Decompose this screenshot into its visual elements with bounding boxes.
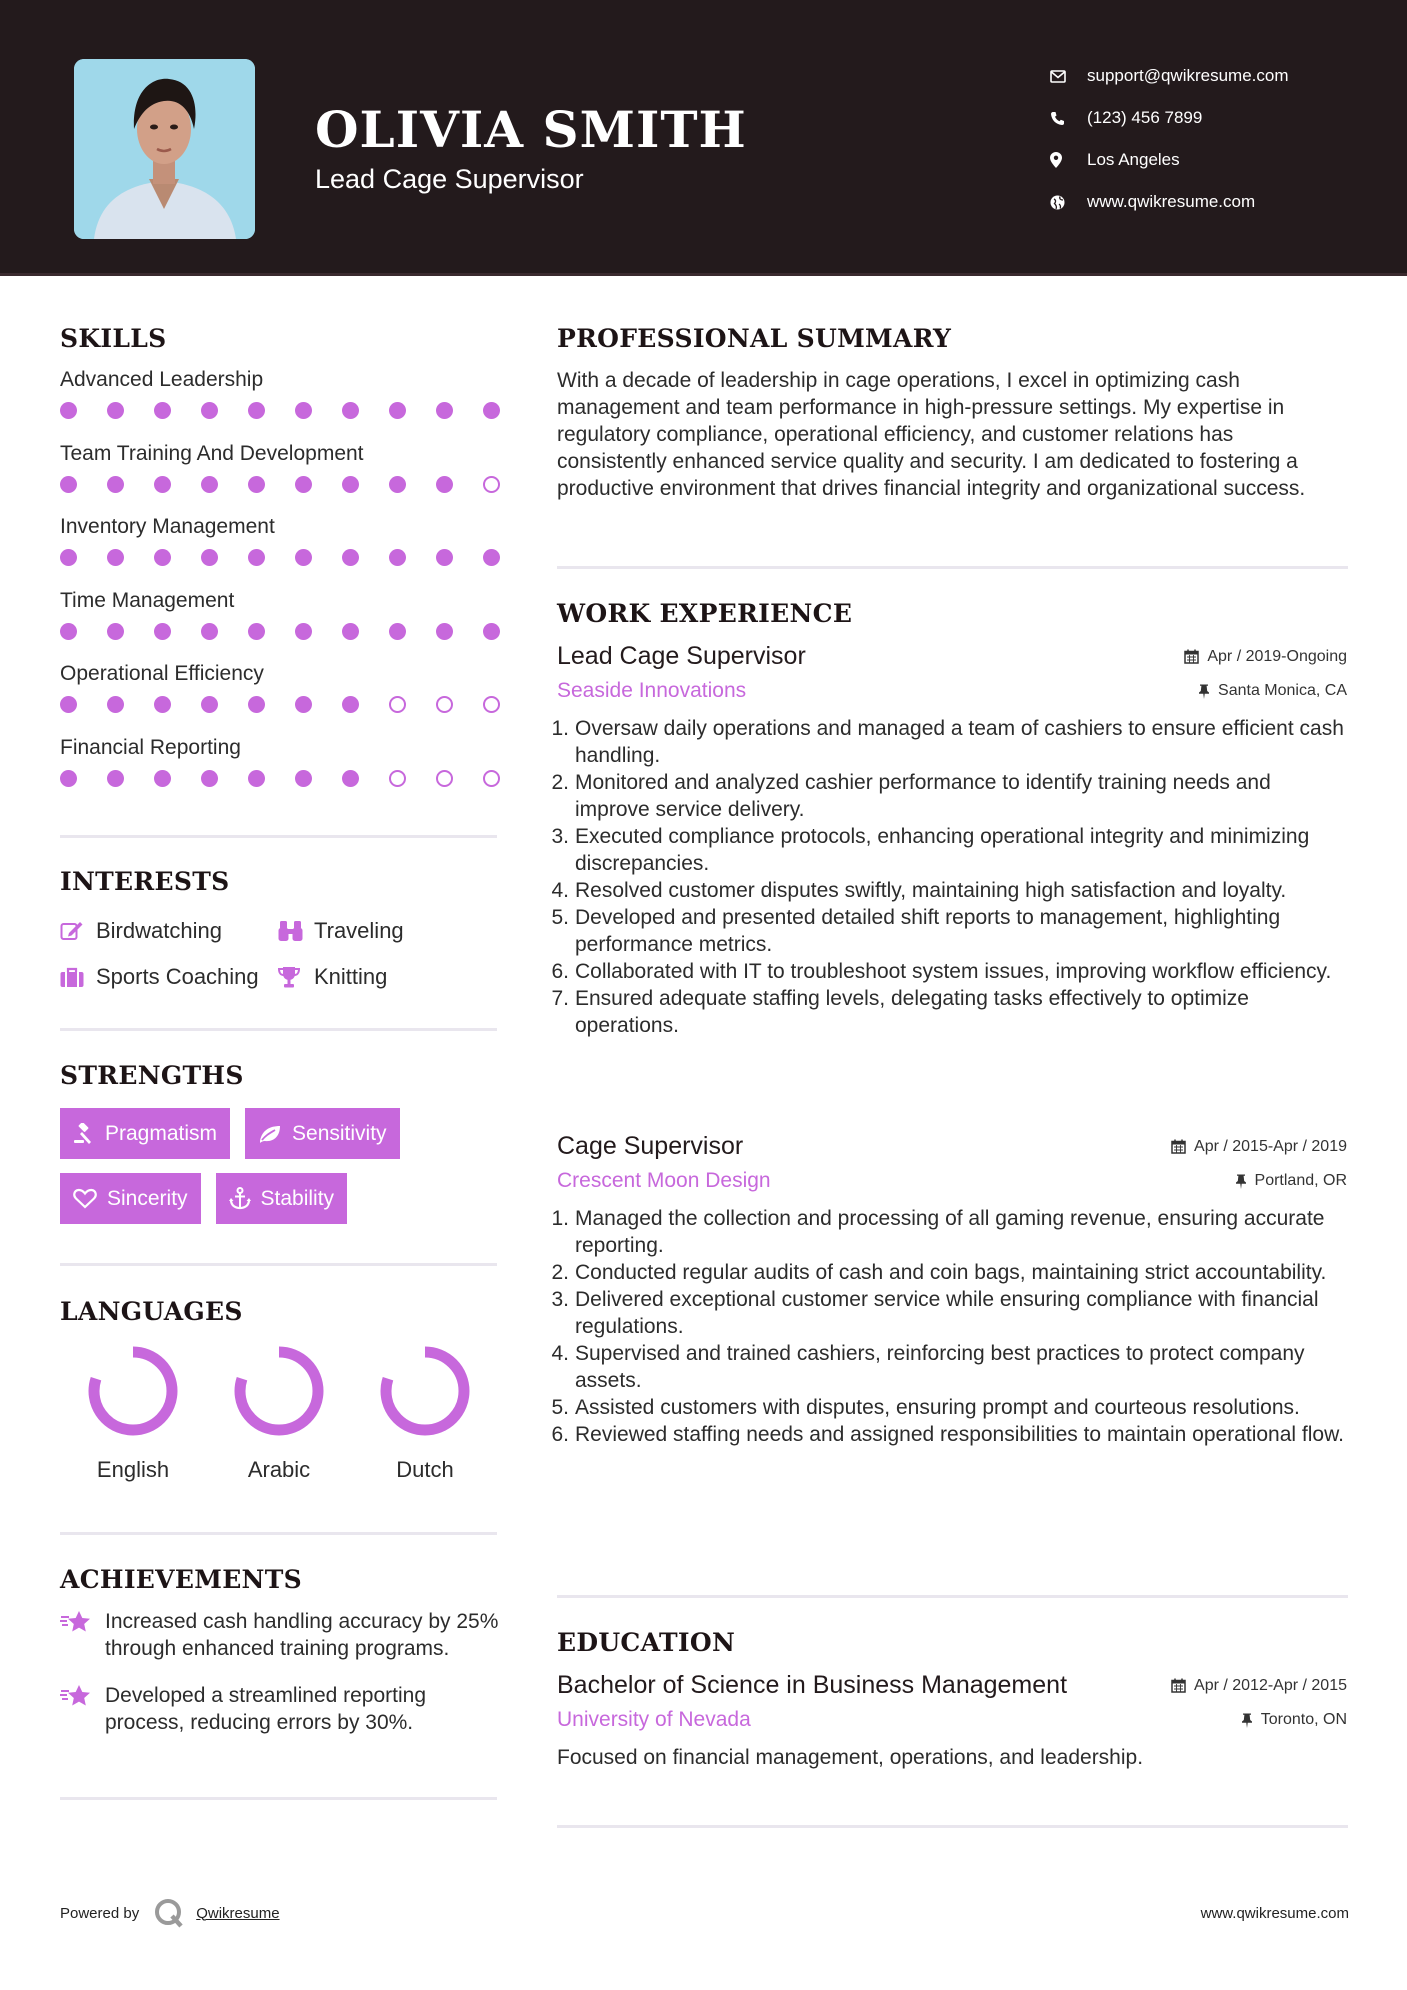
experience-title: WORK EXPERIENCE (557, 599, 853, 628)
rating-dot-filled (436, 402, 453, 419)
bullet-text: Developed and presented detailed shift reports to management, highlighting performance metrics. (575, 906, 1281, 956)
language-gauge (379, 1345, 471, 1437)
rating-dot-empty (436, 696, 453, 713)
rating-dot-filled (483, 402, 500, 419)
rating-dot-filled (201, 402, 218, 419)
job-bullet (551, 1340, 1347, 1394)
job-date: Apr / 2015-Apr / 2019 (1171, 1138, 1347, 1156)
rating-dot-filled (201, 696, 218, 713)
trophy-icon (278, 966, 314, 988)
footer-powered-by: Powered by Qwikresume (60, 1898, 280, 1928)
job-location: Portland, OR (1235, 1172, 1347, 1190)
rating-dot-filled (201, 770, 218, 787)
candidate-name: OLIVIA SMITH (315, 100, 747, 159)
rating-dot-filled (342, 696, 359, 713)
rating-dot-filled (389, 402, 406, 419)
summary-title: PROFESSIONAL SUMMARY (557, 324, 952, 353)
star-icon (60, 1682, 105, 1736)
briefcase-icon (60, 967, 96, 988)
rating-dot-filled (295, 623, 312, 640)
rating-dot-filled (342, 476, 359, 493)
contact-location: Los Angeles (1050, 139, 1289, 181)
skill-item (60, 662, 500, 736)
achievement-item: Increased cash handling accuracy by 25% through enhanced training programs. (60, 1608, 500, 1662)
job-bullet (551, 877, 1347, 904)
rating-dot-filled (389, 476, 406, 493)
skill-name: Financial Reporting (60, 735, 241, 759)
language-name: Arabic (247, 1457, 311, 1482)
job-bullet (551, 1286, 1347, 1340)
qwikresume-logo-icon (154, 1898, 184, 1928)
languages-title: LANGUAGES (60, 1297, 243, 1326)
anchor-icon (229, 1187, 251, 1210)
rating-dot-filled (295, 770, 312, 787)
divider (60, 835, 497, 838)
divider (60, 1797, 497, 1800)
rating-dot-filled (483, 549, 500, 566)
divider (557, 1595, 1348, 1598)
job-bullet (551, 904, 1347, 958)
interest-item: Knitting (278, 964, 387, 990)
bullet-number: 4. (551, 1342, 569, 1365)
job-date: Apr / 2019-Ongoing (1184, 648, 1347, 666)
divider (60, 1263, 497, 1266)
bullet-number: 1. (551, 1207, 569, 1230)
skill-item (60, 442, 500, 516)
bullet-text: Monitored and analyzed cashier performance to identify training needs and improve service delivery. (575, 771, 1271, 821)
rating-dot-filled (295, 402, 312, 419)
pushpin-icon (1198, 684, 1210, 699)
rating-dot-filled (295, 549, 312, 566)
job-bullets (551, 1205, 1347, 1448)
divider (557, 1825, 1348, 1828)
contact-phone[interactable]: (123) 456 7899 (1050, 97, 1289, 139)
skill-rating (60, 549, 500, 566)
achievement-item: Developed a streamlined reporting process, reducing errors by 30%. (60, 1682, 500, 1736)
rating-dot-filled (436, 549, 453, 566)
job-entry (551, 1132, 1347, 1448)
strengths-title: STRENGTHS (60, 1061, 244, 1090)
interest-item: Traveling (278, 918, 404, 944)
leaf-icon (258, 1124, 282, 1144)
bullet-number: 1. (551, 717, 569, 740)
star-icon (60, 1608, 105, 1662)
language-item (352, 1345, 498, 1483)
rating-dot-filled (295, 476, 312, 493)
language-name: Dutch (396, 1457, 454, 1482)
rating-dot-filled (60, 476, 77, 493)
contact-list (1050, 55, 1289, 223)
rating-dot-filled (154, 770, 171, 787)
language-gauge (87, 1345, 179, 1437)
rating-dot-filled (389, 623, 406, 640)
rating-dot-filled (154, 402, 171, 419)
rating-dot-filled (107, 402, 124, 419)
bullet-text: Managed the collection and processing of all gaming revenue, ensuring accurate reporting. (575, 1207, 1325, 1257)
rating-dot-filled (60, 770, 77, 787)
rating-dot-filled (154, 696, 171, 713)
skill-rating (60, 476, 500, 493)
phone-icon (1050, 111, 1087, 126)
bullet-text: Ensured adequate staffing levels, delegating tasks effectively to optimize operations. (575, 987, 1249, 1037)
rating-dot-filled (342, 549, 359, 566)
bullet-number: 2. (551, 1261, 569, 1284)
job-bullet (551, 823, 1347, 877)
job-company: Seaside Innovations (557, 679, 747, 702)
rating-dot-empty (483, 770, 500, 787)
profile-photo (74, 59, 255, 239)
skill-item (60, 368, 500, 442)
job-company: Crescent Moon Design (557, 1169, 771, 1192)
job-bullet (551, 1259, 1347, 1286)
rating-dot-filled (342, 770, 359, 787)
language-gauge-arc (94, 1352, 172, 1430)
contact-email[interactable]: support@qwikresume.com (1050, 55, 1289, 97)
calendar-icon (1184, 649, 1199, 664)
interests-title: INTERESTS (60, 867, 230, 896)
pencil-square-icon (60, 920, 96, 942)
job-title: Lead Cage Supervisor (557, 642, 806, 670)
bullet-number: 2. (551, 771, 569, 794)
school-name: University of Nevada (557, 1708, 751, 1731)
envelope-icon (1050, 70, 1087, 83)
skill-name: Inventory Management (60, 515, 275, 538)
degree-title: Bachelor of Science in Business Management (557, 1671, 1068, 1699)
languages-list (60, 1345, 498, 1483)
rating-dot-filled (295, 696, 312, 713)
bullet-number: 3. (551, 1288, 569, 1311)
job-bullet (551, 1205, 1347, 1259)
education-date: Apr / 2012-Apr / 2015 (1171, 1677, 1347, 1695)
skill-rating (60, 770, 500, 787)
rating-dot-filled (248, 402, 265, 419)
bullet-text: Assisted customers with disputes, ensuring prompt and courteous resolutions. (575, 1396, 1300, 1419)
language-name: English (96, 1457, 170, 1482)
job-bullet (551, 1421, 1347, 1448)
globe-icon (1050, 195, 1087, 210)
bullet-text: Supervised and trained cashiers, reinforcing best practices to protect company assets. (575, 1342, 1305, 1392)
summary-text: With a decade of leadership in cage operations, I excel in optimizing cash management and team performance in high-pressure settings. My expertise in regulatory compliance, operational efficiency, and customer relations has consistently enhanced service quality and security. I am dedicated to fostering a productive environment that drives financial integrity and organizational success. (557, 369, 1306, 500)
rating-dot-filled (342, 402, 359, 419)
rating-dot-empty (483, 696, 500, 713)
bullet-number: 6. (551, 960, 569, 983)
gavel-icon (73, 1123, 95, 1145)
rating-dot-filled (154, 623, 171, 640)
skill-name: Advanced Leadership (60, 368, 264, 391)
rating-dot-filled (60, 623, 77, 640)
rating-dot-filled (436, 623, 453, 640)
skills-title: SKILLS (60, 324, 167, 353)
strength-tag: Sincerity (60, 1173, 201, 1224)
interest-item: Sports Coaching (60, 964, 278, 990)
rating-dot-filled (342, 623, 359, 640)
rating-dot-empty (483, 476, 500, 493)
rating-dot-filled (107, 476, 124, 493)
achievements-title: ACHIEVEMENTS (60, 1565, 302, 1594)
pushpin-icon (1241, 1713, 1253, 1728)
rating-dot-filled (248, 476, 265, 493)
rating-dot-filled (248, 549, 265, 566)
job-location: Santa Monica, CA (1198, 682, 1347, 700)
pushpin-icon (1235, 1174, 1247, 1189)
bullet-text: Delivered exceptional customer service while ensuring compliance with financial regulations. (575, 1288, 1319, 1338)
qwikresume-link[interactable]: Qwikresume (196, 1904, 280, 1922)
rating-dot-filled (248, 696, 265, 713)
bullet-number: 4. (551, 879, 569, 902)
bullet-text: Oversaw daily operations and managed a team of cashiers to ensure efficient cash handling. (575, 717, 1344, 767)
contact-website[interactable]: www.qwikresume.com (1050, 181, 1289, 223)
strengths-list (60, 1108, 500, 1238)
job-bullet (551, 985, 1347, 1039)
rating-dot-filled (60, 696, 77, 713)
job-title: Cage Supervisor (557, 1132, 744, 1160)
divider (60, 1532, 497, 1535)
skill-rating (60, 696, 500, 713)
rating-dot-filled (60, 549, 77, 566)
heart-icon (73, 1188, 97, 1209)
bullet-text: Executed compliance protocols, enhancing operational integrity and minimizing discrepancies. (575, 825, 1310, 875)
education-title: EDUCATION (557, 1628, 736, 1657)
interest-item: Birdwatching (60, 918, 278, 944)
bullet-number: 5. (551, 906, 569, 929)
bullet-number: 7. (551, 987, 569, 1010)
job-entry (551, 642, 1347, 1039)
skill-rating (60, 623, 500, 640)
bullet-text: Conducted regular audits of cash and coin bags, maintaining strict accountability. (575, 1261, 1327, 1284)
language-gauge-arc (240, 1352, 318, 1430)
rating-dot-filled (201, 476, 218, 493)
education-entry (557, 1671, 1347, 1771)
map-pin-icon (1050, 152, 1087, 168)
rating-dot-filled (436, 476, 453, 493)
bullet-text: Resolved customer disputes swiftly, maintaining high satisfaction and loyalty. (575, 879, 1287, 902)
strength-tag: Pragmatism (60, 1108, 230, 1159)
rating-dot-empty (389, 696, 406, 713)
skill-name: Team Training And Development (60, 441, 364, 465)
rating-dot-filled (154, 549, 171, 566)
bullet-number: 5. (551, 1396, 569, 1419)
skills-list (60, 368, 500, 809)
job-bullets (551, 715, 1347, 1039)
achievements-list (60, 1608, 500, 1756)
rating-dot-filled (60, 402, 77, 419)
job-bullet (551, 958, 1347, 985)
calendar-icon (1171, 1139, 1186, 1154)
resume-header (0, 0, 1407, 276)
calendar-icon (1171, 1678, 1186, 1693)
rating-dot-filled (107, 696, 124, 713)
skill-name: Time Management (60, 588, 235, 612)
language-item (206, 1345, 352, 1483)
divider (557, 566, 1348, 569)
bullet-text: Reviewed staffing needs and assigned responsibilities to maintain operational flow. (575, 1423, 1344, 1446)
skill-rating (60, 402, 500, 419)
rating-dot-filled (248, 770, 265, 787)
job-bullet (551, 769, 1347, 823)
skill-item (60, 736, 500, 810)
skill-name: Operational Efficiency (60, 662, 264, 685)
bullet-number: 3. (551, 825, 569, 848)
language-gauge-arc (386, 1352, 464, 1430)
rating-dot-filled (107, 623, 124, 640)
rating-dot-filled (483, 623, 500, 640)
bullet-number: 6. (551, 1423, 569, 1446)
divider (60, 1028, 497, 1031)
skill-item (60, 589, 500, 663)
education-description: Focused on financial management, operations, and leadership. (557, 1746, 1144, 1769)
footer-website[interactable]: www.qwikresume.com (1200, 1905, 1349, 1922)
job-bullet (551, 715, 1347, 769)
rating-dot-filled (201, 623, 218, 640)
rating-dot-empty (436, 770, 453, 787)
rating-dot-filled (107, 549, 124, 566)
rating-dot-filled (201, 549, 218, 566)
interests-list (60, 908, 500, 1000)
candidate-role: Lead Cage Supervisor (315, 164, 584, 194)
education-location: Toronto, ON (1241, 1711, 1347, 1729)
rating-dot-empty (389, 770, 406, 787)
strength-tag: Sensitivity (245, 1108, 400, 1159)
job-bullet (551, 1394, 1347, 1421)
bullet-text: Collaborated with IT to troubleshoot system issues, improving workflow efficiency. (575, 960, 1332, 983)
language-gauge (233, 1345, 325, 1437)
language-item (60, 1345, 206, 1483)
rating-dot-filled (154, 476, 171, 493)
skill-item (60, 515, 500, 589)
rating-dot-filled (248, 623, 265, 640)
strength-tag: Stability (216, 1173, 348, 1224)
rating-dot-filled (107, 770, 124, 787)
binoculars-icon (278, 920, 314, 942)
rating-dot-filled (389, 549, 406, 566)
